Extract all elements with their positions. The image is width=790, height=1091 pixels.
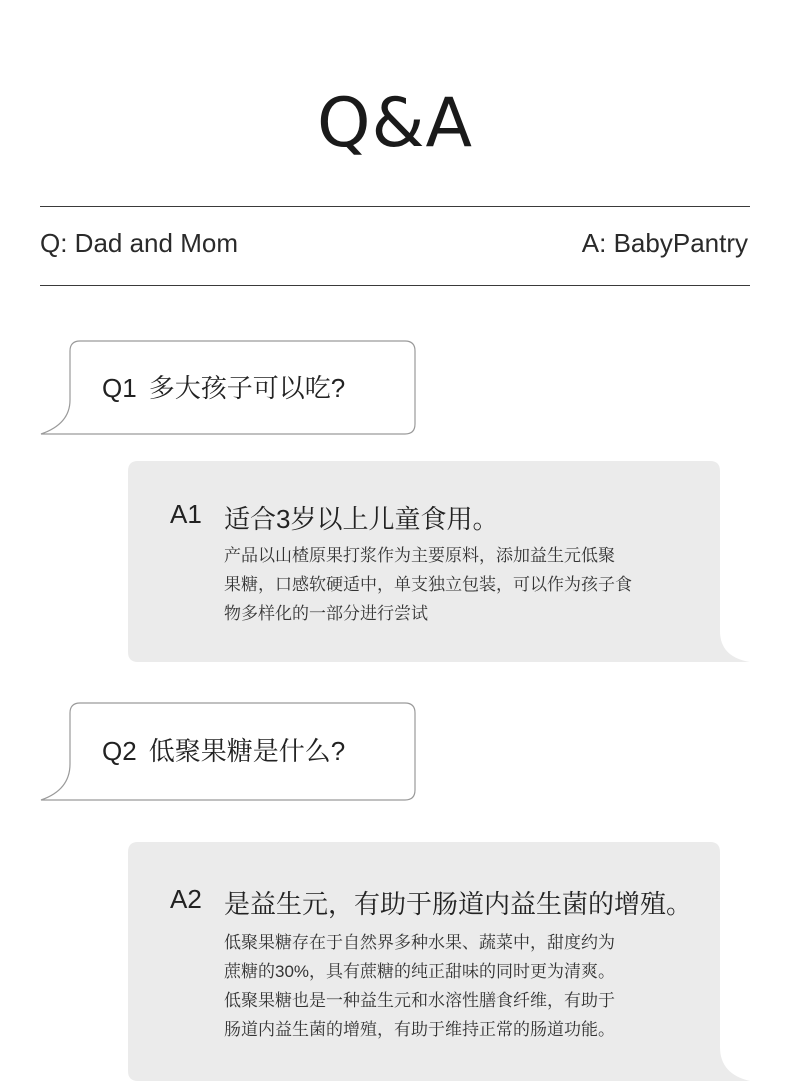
answer-line: 产品以山楂原果打浆作为主要原料，添加益生元低聚 [224, 546, 615, 565]
question-number: Q1 [102, 373, 137, 403]
bottom-divider [40, 285, 750, 286]
question-text-2 [102, 702, 345, 800]
answer-headline: 是益生元，有助于肠道内益生菌的增殖。 [224, 889, 693, 919]
answer-line: 低聚果糖也是一种益生元和水溶性膳食纤维，有助于 [224, 991, 615, 1010]
answer-role-label: A: BabyPantry [581, 228, 748, 258]
answer-bubble-2 [128, 842, 750, 1082]
answer-line: 蔗糖的30%，具有蔗糖的纯正甜味的同时更为清爽。 [224, 962, 616, 981]
question-role-label: Q: Dad and Mom [40, 228, 238, 258]
answer-number: A2 [170, 884, 202, 914]
question-bubble-1 [40, 340, 416, 436]
page-title: Q&A [316, 84, 474, 163]
answer-line: 物多样化的一部分进行尝试 [224, 604, 428, 623]
question-label: 多大孩子可以吃? [148, 373, 346, 403]
answer-body [224, 928, 684, 1044]
answer-bubble-1 [128, 461, 750, 663]
answer-body [224, 541, 684, 628]
answer-line: 低聚果糖存在于自然界多种水果、蔬菜中，甜度约为 [224, 933, 615, 952]
question-label: 低聚果糖是什么? [148, 736, 346, 766]
answer-line: 肠道内益生菌的增殖，有助于维持正常的肠道功能。 [224, 1020, 615, 1039]
top-divider [40, 206, 750, 207]
answer-headline: 适合3岁以上儿童食用。 [224, 504, 499, 534]
answer-number: A1 [170, 499, 202, 529]
question-number: Q2 [102, 736, 137, 766]
answer-line: 果糖，口感软硬适中，单支独立包装，可以作为孩子食 [224, 575, 632, 594]
question-bubble-2 [40, 702, 416, 798]
question-text-1 [102, 340, 345, 436]
